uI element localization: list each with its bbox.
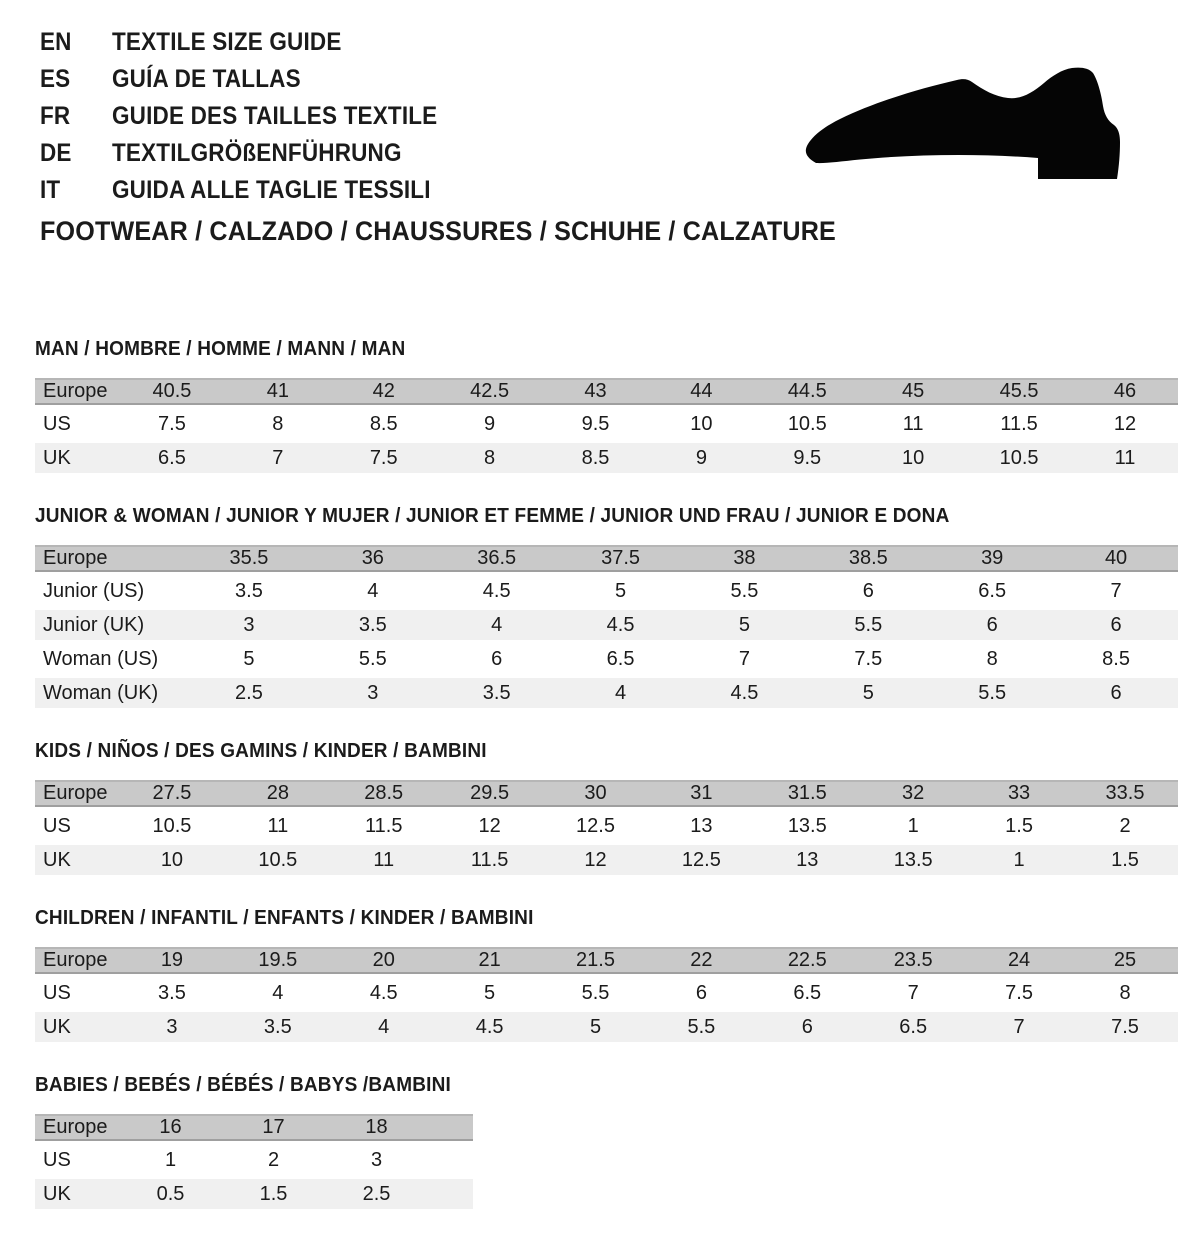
size-cell: 10 [690,412,713,435]
header-cell: 28.5 [331,780,437,807]
language-guide-title: GUÍA DE TALLAS [112,65,301,93]
size-cell: 12 [1113,412,1137,435]
size-cell: 11 [902,412,924,435]
size-cell: 4 [331,1012,437,1042]
size-cell: 8.5 [369,412,398,435]
size-cell: 8.5 [543,443,649,473]
size-table-kids [35,776,1178,879]
size-cell: 3.5 [225,1012,331,1042]
header-cell: 46 [1072,378,1178,405]
header-cell: 21.5 [543,947,649,974]
size-cell: 7.5 [1005,981,1033,1004]
size-cell: 3 [370,1148,383,1171]
row-label-europe: Europe [35,947,119,974]
table-row-header [35,378,1178,405]
row-label: Woman (UK) [35,678,187,708]
row-label: Junior (US) [43,579,145,602]
size-cell: 0.5 [119,1179,222,1209]
header-cell: 44.5 [754,378,860,405]
size-cell: 5.5 [581,981,610,1004]
section-children [35,907,1178,1046]
header-cell: 21 [437,947,543,974]
size-cell: 4 [559,678,683,708]
language-code: ES [40,65,71,93]
size-cell: 5 [543,1012,649,1042]
size-cell: 9 [484,412,496,435]
size-cell: 12 [543,845,649,875]
size-cell: 5.5 [358,647,387,670]
table-row [35,576,1178,606]
language-row-en [40,24,437,61]
language-row-de [40,135,437,172]
language-code: IT [40,176,61,204]
table-row [35,845,1178,875]
table-row-header [35,780,1178,807]
size-cell: 10.5 [152,814,192,837]
row-label: US [43,981,71,1004]
header-cell: 37.5 [559,545,683,572]
language-guide-title: GUIDA ALLE TAGLIE TESSILI [112,176,431,204]
size-cell: 1.5 [1072,845,1178,875]
header-cell: 25 [1072,947,1178,974]
table-row [35,443,1178,473]
size-cell: 7 [966,1012,1072,1042]
category-title: FOOTWEAR / CALZADO / CHAUSSURES / SCHUHE / CALZATURE [40,216,836,246]
size-cell: 6 [695,981,707,1004]
size-cell: 13 [690,814,713,837]
size-cell: 10.5 [787,412,827,435]
header-cell: 36.5 [435,545,559,572]
size-cell: 4 [272,981,284,1004]
header-cell: 41 [225,378,331,405]
row-label-europe: Europe [35,378,119,405]
size-cell: 8 [986,647,998,670]
language-guide-title: GUIDE DES TAILLES TEXTILE [112,102,438,130]
header-cell: 22 [648,947,754,974]
size-cell: 8 [437,443,543,473]
size-cell: 11.5 [437,845,543,875]
table-title-kids: KIDS / NIÑOS / DES GAMINS / KINDER / BAMBINI [35,740,487,762]
header-cell: 38 [683,545,807,572]
header-cell: 18 [325,1114,428,1141]
size-cell: 6.5 [860,1012,966,1042]
size-cell: 3.5 [235,579,263,602]
size-cell: 10.5 [225,845,331,875]
size-cell: 13 [754,845,860,875]
header-cell: 42.5 [437,378,543,405]
size-cell: 3 [311,678,435,708]
header-cell: 27.5 [119,780,225,807]
row-label: UK [35,845,119,875]
language-guide-title: TEXTILGRÖßENFÜHRUNG [112,139,402,167]
size-cell: 5 [806,678,930,708]
size-cell: 6 [491,647,503,670]
size-cell: 9 [648,443,754,473]
size-cell: 6.5 [793,981,822,1004]
language-row-it [40,172,437,209]
row-label: UK [35,1179,119,1209]
header-cell: 24 [966,947,1072,974]
header-cell: 40.5 [119,378,225,405]
header-cell: 38.5 [806,545,930,572]
table-row [35,811,1178,841]
size-cell: 7.5 [331,443,437,473]
header-cell: 31 [648,780,754,807]
size-cell: 9.5 [754,443,860,473]
size-cell: 6 [754,1012,860,1042]
table-row [35,1012,1178,1042]
language-title-list [40,24,437,209]
header-cell: 32 [860,780,966,807]
size-cell: 5 [615,579,627,602]
table-row [35,1179,473,1209]
size-cell: 6 [1054,678,1178,708]
header-cell: 19 [119,947,225,974]
header-cell: 33.5 [1072,780,1178,807]
shoe-icon [802,62,1142,187]
header-cell: 33 [966,780,1072,807]
size-tables [35,338,1178,1241]
size-cell: 8 [272,412,284,435]
header-cell: 45.5 [966,378,1072,405]
header-cell: 23.5 [860,947,966,974]
header-cell: 45 [860,378,966,405]
size-cell: 11.5 [1000,412,1038,435]
size-cell: 12.5 [576,814,615,837]
size-cell: 5.5 [806,610,930,640]
section-kids [35,740,1178,879]
table-row-header [35,545,1178,572]
size-cell: 7 [738,647,750,670]
table-title-man: MAN / HOMBRE / HOMME / MANN / MAN [35,338,406,360]
row-label-europe: Europe [35,780,119,807]
language-guide-title: TEXTILE SIZE GUIDE [112,28,342,56]
size-cell: 12.5 [648,845,754,875]
size-table-babies [35,1110,473,1213]
header-cell: 35.5 [187,545,311,572]
size-cell: 7.5 [854,647,883,670]
size-cell: 8.5 [1102,647,1130,670]
size-cell: 5.5 [930,678,1054,708]
language-code: EN [40,28,72,56]
table-row [35,409,1178,439]
section-junior-woman [35,505,1178,712]
size-cell: 2.5 [187,678,311,708]
size-cell: 2 [1119,814,1131,837]
size-cell: 6.5 [606,647,635,670]
size-cell: 3 [187,610,311,640]
size-cell: 1.5 [222,1179,325,1209]
size-cell: 11 [1072,443,1178,473]
pad-cell [428,1145,473,1175]
size-cell: 3.5 [435,678,559,708]
table-row-header [35,947,1178,974]
size-cell: 6.5 [978,579,1007,602]
size-cell: 2.5 [325,1179,428,1209]
row-label: US [43,814,71,837]
table-row [35,610,1178,640]
header-cell: 29.5 [437,780,543,807]
size-cell: 6 [930,610,1054,640]
size-cell: 4.5 [369,981,398,1004]
size-cell: 1 [907,814,919,837]
size-cell: 10 [860,443,966,473]
size-cell: 2 [267,1148,280,1171]
header-cell: 43 [543,378,649,405]
size-cell: 7 [907,981,919,1004]
pad-cell [428,1179,473,1209]
header-cell: 28 [225,780,331,807]
row-label-europe: Europe [35,545,187,572]
size-table-children [35,943,1178,1046]
size-cell: 6.5 [119,443,225,473]
section-babies [35,1074,1178,1213]
table-row [35,1145,473,1175]
header-cell: 16 [119,1114,222,1141]
size-cell: 4 [435,610,559,640]
header-cell: 19.5 [225,947,331,974]
language-row-es [40,61,437,98]
size-cell: 10.5 [966,443,1072,473]
section-man [35,338,1178,477]
size-cell: 7 [225,443,331,473]
size-cell: 4.5 [683,678,807,708]
language-code: FR [40,102,71,130]
size-cell: 7 [1110,579,1122,602]
row-label: UK [35,1012,119,1042]
size-cell: 4 [367,579,379,602]
size-cell: 7.5 [158,412,186,435]
row-label: Woman (US) [43,647,159,670]
size-cell: 5 [243,647,255,670]
size-cell: 8 [1119,981,1131,1004]
table-row-header [35,1114,473,1141]
header-cell: 36 [311,545,435,572]
pad-cell [428,1114,473,1141]
table-title-junior-woman: JUNIOR & WOMAN / JUNIOR Y MUJER / JUNIOR ET FEMME / JUNIOR UND FRAU / JUNIOR E DONA [35,505,950,527]
size-cell: 11 [267,814,289,837]
size-cell: 5.5 [730,579,759,602]
header-cell: 22.5 [754,947,860,974]
header-cell: 17 [222,1114,325,1141]
table-title-children: CHILDREN / INFANTIL / ENFANTS / KINDER / BAMBINI [35,907,534,929]
size-cell: 4.5 [437,1012,543,1042]
size-cell: 3 [119,1012,225,1042]
size-cell: 13.5 [787,814,827,837]
size-cell: 5.5 [648,1012,754,1042]
size-cell: 4.5 [559,610,683,640]
table-title-babies: BABIES / BEBÉS / BÉBÉS / BABYS /BAMBINI [35,1074,451,1096]
table-row [35,978,1178,1008]
size-cell: 6 [862,579,874,602]
table-row [35,644,1178,674]
header-cell: 39 [930,545,1054,572]
size-cell: 1.5 [1005,814,1033,837]
header-cell: 31.5 [754,780,860,807]
language-row-fr [40,98,437,135]
row-label-europe: Europe [35,1114,119,1141]
size-cell: 1 [164,1148,177,1171]
header-cell: 40 [1054,545,1178,572]
row-label: US [43,1148,71,1171]
header-cell: 42 [331,378,437,405]
table-row [35,678,1178,708]
size-cell: 6 [1054,610,1178,640]
size-table-man [35,374,1178,477]
header-cell: 30 [543,780,649,807]
size-cell: 3.5 [311,610,435,640]
size-cell: 13.5 [860,845,966,875]
size-table-junior-woman [35,541,1178,712]
size-cell: 5 [484,981,496,1004]
size-cell: 4.5 [482,579,511,602]
size-cell: 11 [331,845,437,875]
size-cell: 5 [683,610,807,640]
header-cell: 44 [648,378,754,405]
size-cell: 1 [966,845,1072,875]
row-label: UK [35,443,119,473]
size-cell: 11.5 [365,814,403,837]
size-cell: 9.5 [581,412,610,435]
size-cell: 12 [478,814,501,837]
size-cell: 3.5 [158,981,186,1004]
row-label: US [43,412,71,435]
header-cell: 20 [331,947,437,974]
language-code: DE [40,139,72,167]
size-cell: 7.5 [1072,1012,1178,1042]
row-label: Junior (UK) [35,610,187,640]
size-cell: 10 [119,845,225,875]
